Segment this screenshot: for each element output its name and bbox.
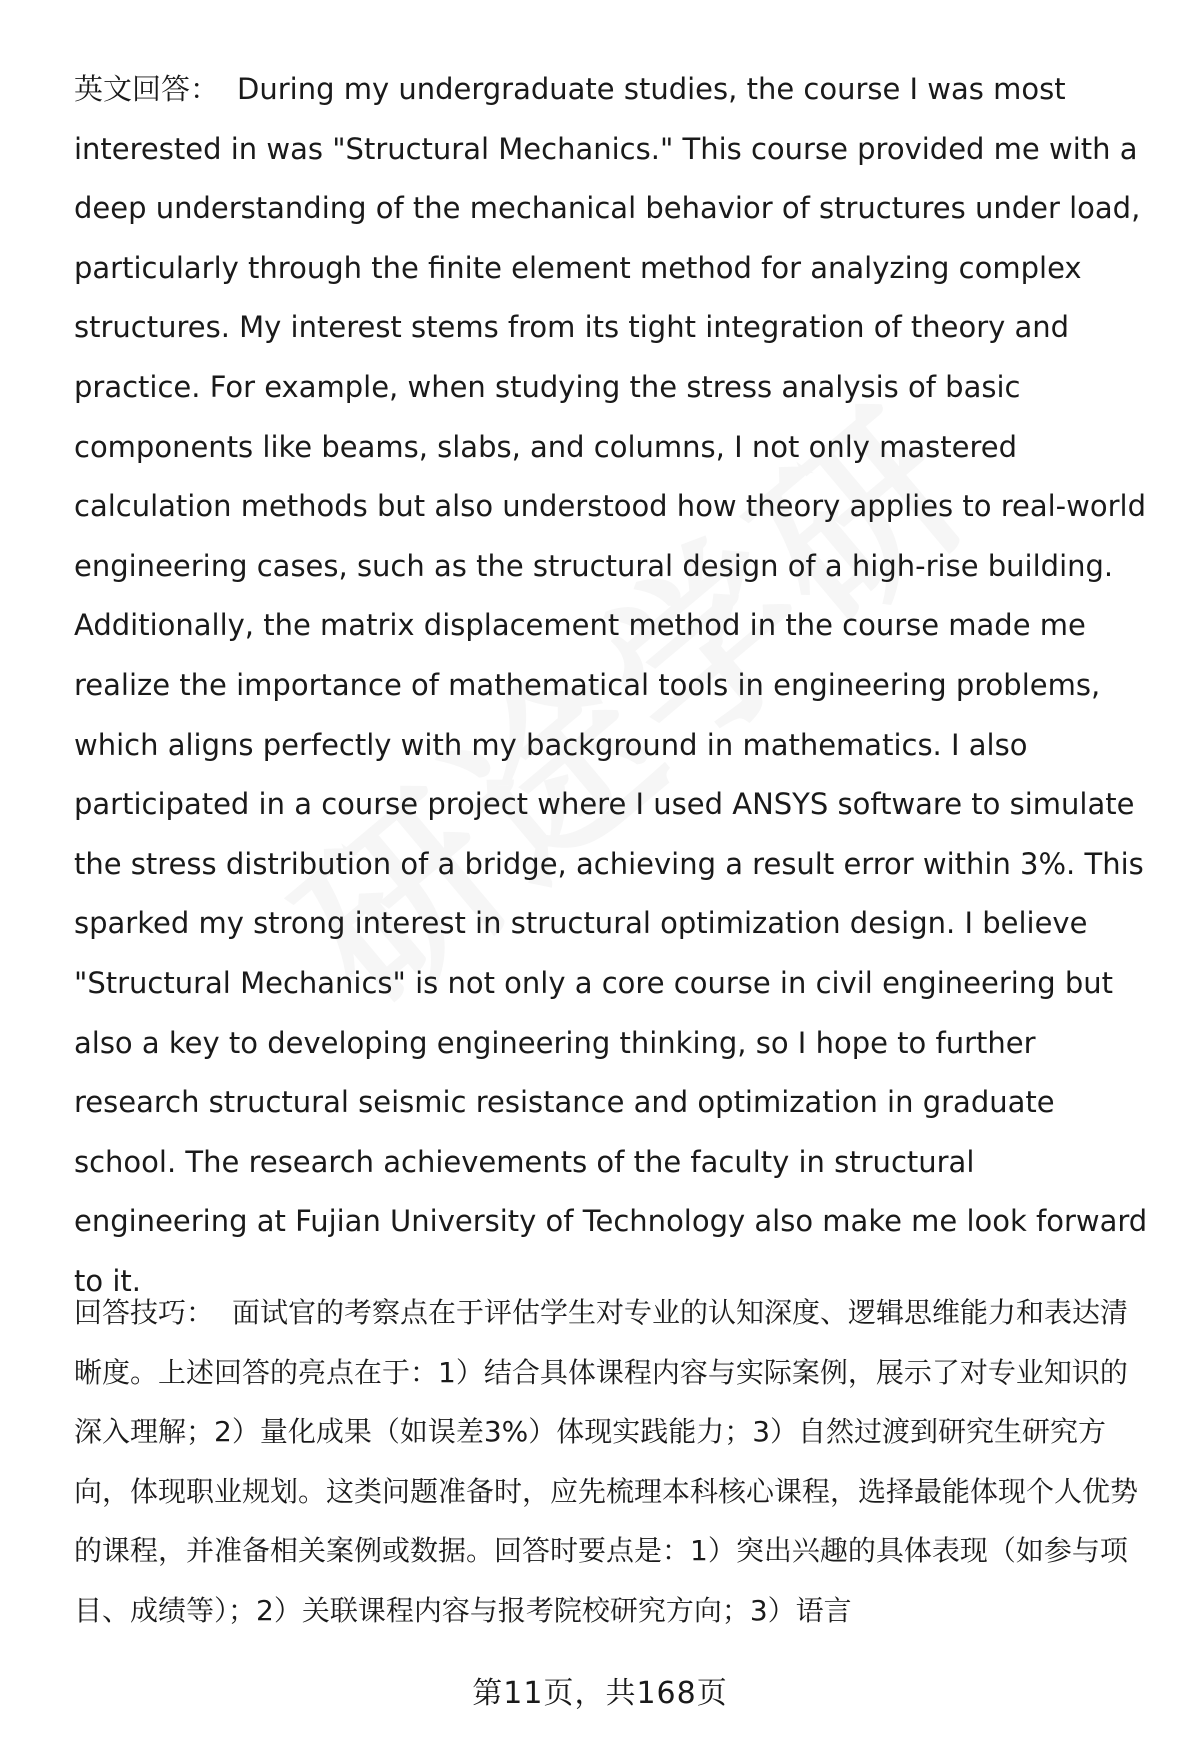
english-answer-text: During my undergraduate studies, the course I was most interested in was "Structural Mechanics." This course provided me with a deep understanding of the mechanical behavior of structures under load, particularly through the finite element method for analyzing complex structures. My interest stems from its tight integration of theory and practice. For example, when studying the stress analysis of basic components like beams, slabs, and columns, I not only mastered calculation methods but also understood how theory applies to real-world engineering cases, such as the structural design of a high-rise building. Additionally, the matrix displacement method in the course made me realize the importance of mathematical tools in engineering problems, which aligns perfectly with my background in mathematics. I also participated in a course project where I used ANSYS software to simulate the stress distribution of a bridge, achieving a result error within 3%. This sparked my strong interest in structural optimization design. I believe "Structural Mechanics" is not only a core course in civil engineering but also a key to developing engineering thinking, so I hope to further research structural seismic resistance and optimization in graduate school. The research achievements of the faculty in structural engineering at Fujian University of Technology also make me look forward to it.	[74, 72, 1148, 1298]
answer-tips-text: 面试官的考察点在于评估学生对专业的认知深度、逻辑思维能力和表达清晰度。上述回答的亮点在于：1）结合具体课程内容与实际案例，展示了对专业知识的深入理解；2）量化成果（如误差3%）体现实践能力；3）自然过渡到研究生研究方向，体现职业规划。这类问题准备时，应先梳理本科核心课程，选择最能体现个人优势的课程，并准备相关案例或数据。回答时要点是：1）突出兴趣的具体表现（如参与项目、成绩等）；2）关联课程内容与报考院校研究方向；3）语言	[74, 1296, 1139, 1627]
page-number-footer: 第11页，共168页	[472, 1676, 728, 1711]
answer-tips-paragraph	[74, 1283, 1154, 1641]
english-answer-paragraph	[74, 60, 1154, 1311]
english-answer-label: 英文回答：	[74, 72, 220, 106]
answer-tips-label: 回答技巧：	[74, 1296, 215, 1329]
